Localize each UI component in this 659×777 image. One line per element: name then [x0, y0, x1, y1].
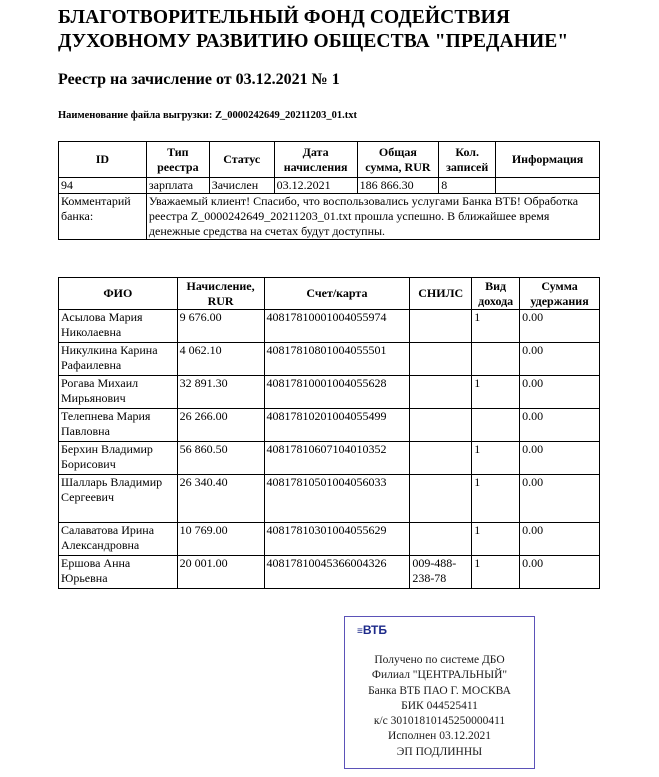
vtb-logo — [357, 623, 387, 637]
stamp-line: БИК 044525411 — [401, 699, 478, 712]
row-account: 40817810607104010352 — [264, 442, 410, 475]
row-snils — [410, 343, 472, 376]
registry-title: Реестр на зачисление от 03.12.2021 № 1 — [58, 71, 340, 88]
bank-comment-text: Уважаемый клиент! Спасибо, что воспользовались услугами Банка ВТБ! Обработка реестра Z_0000242649_20211203_01.txt прошла успешно. В ближайшее время денежные средства на счетах будут доступны. — [146, 194, 599, 240]
col-header-status: Статус — [209, 142, 274, 178]
row-account: 40817810001004055628 — [264, 376, 410, 409]
row-snils — [410, 442, 472, 475]
registry-header-row — [59, 142, 600, 178]
stamp-line: Филиал "ЦЕНТРАЛЬНЫЙ" — [371, 669, 508, 682]
organization-title: БЛАГОТВОРИТЕЛЬНЫЙ ФОНД СОДЕЙСТВИЯ ДУХОВНОМУ РАЗВИТИЮ ОБЩЕСТВА "ПРЕДАНИЕ" — [58, 7, 569, 52]
row-income-type: 1 — [472, 556, 520, 589]
payments-table — [58, 277, 600, 589]
payments-header-row — [59, 278, 600, 310]
col-header-income-type: Вид дохода — [472, 278, 520, 310]
row-deduction: 0.00 — [520, 475, 600, 523]
row-amount: 32 891.30 — [177, 376, 264, 409]
row-deduction: 0.00 — [520, 409, 600, 442]
stamp-line: к/с 30101810145250000411 — [373, 715, 506, 728]
table-row — [59, 409, 600, 442]
row-income-type — [472, 343, 520, 376]
row-fio: Телепнева Мария Павловна — [59, 409, 178, 442]
row-fio: Салаватова Ирина Александровна — [59, 523, 178, 556]
stamp-line: Получено по системе ДБО — [374, 654, 505, 666]
registry-total: 186 866.30 — [357, 178, 439, 194]
col-header-account: Счет/карта — [264, 278, 410, 310]
registry-date: 03.12.2021 — [274, 178, 357, 194]
row-snils — [410, 376, 472, 409]
vtb-logo-text: ВТБ — [362, 623, 388, 637]
table-row — [59, 556, 600, 589]
row-income-type: 1 — [472, 310, 520, 343]
export-file-name: Наименование файла выгрузки: Z_0000242649_20211203_01.txt — [58, 110, 358, 121]
table-row — [59, 343, 600, 376]
row-amount: 10 769.00 — [177, 523, 264, 556]
stamp-line: Исполнен 03.12.2021 — [388, 730, 491, 743]
row-snils — [410, 409, 472, 442]
stamp-line: ЭП ПОДЛИННЫ — [396, 745, 483, 758]
row-income-type: 1 — [472, 376, 520, 409]
col-header-registry-type: Тип реестра — [146, 142, 209, 178]
bank-comment-row — [59, 194, 600, 240]
col-header-count: Кол. записей — [439, 142, 496, 178]
row-deduction: 0.00 — [520, 523, 600, 556]
col-header-info: Информация — [496, 142, 600, 178]
col-header-amount: Начисление, RUR — [177, 278, 264, 310]
col-header-deduction: Сумма удержания — [520, 278, 600, 310]
row-fio: Шалларь Владимир Сергеевич — [59, 475, 178, 523]
registry-data-row — [59, 178, 600, 194]
registry-count: 8 — [439, 178, 496, 194]
bank-comment-label: Комментарий банка: — [59, 194, 147, 240]
bank-stamp — [344, 616, 535, 769]
row-deduction: 0.00 — [520, 376, 600, 409]
registry-status: Зачислен — [209, 178, 274, 194]
registry-id: 94 — [59, 178, 147, 194]
row-account: 40817810001004055974 — [264, 310, 410, 343]
registry-type: зарплата — [146, 178, 209, 194]
col-header-fio: ФИО — [59, 278, 178, 310]
row-fio: Ершова Анна Юрьевна — [59, 556, 178, 589]
table-row — [59, 376, 600, 409]
row-fio: Никулкина Карина Рафаилевна — [59, 343, 178, 376]
row-amount: 26 340.40 — [177, 475, 264, 523]
col-header-id: ID — [59, 142, 147, 178]
row-fio: Берхин Владимир Борисович — [59, 442, 178, 475]
row-account: 40817810201004055499 — [264, 409, 410, 442]
row-amount: 9 676.00 — [177, 310, 264, 343]
row-account: 40817810501004056033 — [264, 475, 410, 523]
row-deduction: 0.00 — [520, 556, 600, 589]
col-header-snils: СНИЛС — [410, 278, 472, 310]
table-row — [59, 475, 600, 523]
table-row — [59, 442, 600, 475]
table-row — [59, 310, 600, 343]
row-income-type — [472, 409, 520, 442]
registry-info — [496, 178, 600, 194]
row-amount: 4 062.10 — [177, 343, 264, 376]
table-row — [59, 523, 600, 556]
row-snils — [410, 523, 472, 556]
col-header-total: Общая сумма, RUR — [357, 142, 439, 178]
stamp-line: Банка ВТБ ПАО Г. МОСКВА — [368, 684, 511, 697]
stamp-text — [345, 653, 534, 760]
row-income-type: 1 — [472, 523, 520, 556]
row-fio: Рогава Михаил Мирьянович — [59, 376, 178, 409]
row-amount: 20 001.00 — [177, 556, 264, 589]
row-account: 40817810801004055501 — [264, 343, 410, 376]
row-income-type: 1 — [472, 442, 520, 475]
row-account: 40817810301004055629 — [264, 523, 410, 556]
registry-summary-table — [58, 141, 600, 240]
row-amount: 26 266.00 — [177, 409, 264, 442]
row-deduction: 0.00 — [520, 343, 600, 376]
row-snils — [410, 475, 472, 523]
row-fio: Асылова Мария Николаевна — [59, 310, 178, 343]
row-snils: 009-488-238-78 — [410, 556, 472, 589]
row-snils — [410, 310, 472, 343]
row-deduction: 0.00 — [520, 310, 600, 343]
vtb-logo-icon: ≡ — [357, 626, 362, 637]
row-amount: 56 860.50 — [177, 442, 264, 475]
row-deduction: 0.00 — [520, 442, 600, 475]
col-header-date: Дата начисления — [274, 142, 357, 178]
row-income-type: 1 — [472, 475, 520, 523]
row-account: 40817810045366004326 — [264, 556, 410, 589]
